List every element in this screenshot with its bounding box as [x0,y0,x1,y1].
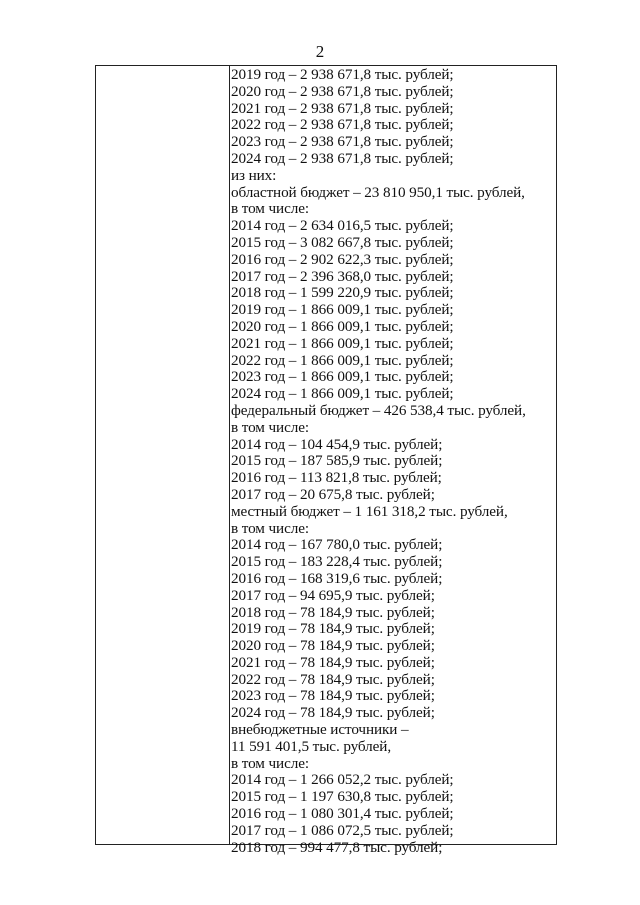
funding-text-line: 2015 год – 1 197 630,8 тыс. рублей; [231,788,454,806]
funding-text-line: федеральный бюджет – 426 538,4 тыс. рублей, [231,401,526,419]
funding-text-line: в том числе: [231,754,309,772]
funding-text-line: 2020 год – 2 938 671,8 тыс. рублей; [231,82,454,100]
funding-text-line: в том числе: [231,418,309,436]
funding-text-line: 11 591 401,5 тыс. рублей, [231,737,392,755]
funding-text-line: 2018 год – 994 477,8 тыс. рублей; [231,838,443,856]
funding-text-line: 2016 год – 113 821,8 тыс. рублей; [231,469,442,487]
funding-text-line: 2021 год – 78 184,9 тыс. рублей; [231,653,435,671]
funding-text-line: 2020 год – 78 184,9 тыс. рублей; [231,637,435,655]
table-left-cell [96,66,230,844]
funding-text-line: 2015 год – 183 228,4 тыс. рублей; [231,553,443,571]
funding-text-line: 2022 год – 2 938 671,8 тыс. рублей; [231,116,454,134]
funding-text-line: 2019 год – 1 866 009,1 тыс. рублей; [231,301,454,319]
funding-text-line: 2024 год – 78 184,9 тыс. рублей; [231,704,435,722]
funding-text-line: 2014 год – 104 454,9 тыс. рублей; [231,435,443,453]
funding-text-line: 2023 год – 2 938 671,8 тыс. рублей; [231,133,454,151]
funding-text-line: 2015 год – 187 585,9 тыс. рублей; [231,452,443,470]
funding-text-line: 2014 год – 167 780,0 тыс. рублей; [231,536,443,554]
funding-text-line: 2015 год – 3 082 667,8 тыс. рублей; [231,233,454,251]
funding-text-line: 2017 год – 1 086 072,5 тыс. рублей; [231,821,454,839]
funding-text-line: 2014 год – 1 266 052,2 тыс. рублей; [231,771,454,789]
funding-text-line: 2024 год – 2 938 671,8 тыс. рублей; [231,149,454,167]
funding-text-line: 2017 год – 2 396 368,0 тыс. рублей; [231,267,454,285]
funding-text-line: в том числе: [231,519,309,537]
funding-text-line: внебюджетные источники – [231,721,409,739]
funding-text-line: 2022 год – 78 184,9 тыс. рублей; [231,670,435,688]
funding-text-line: 2016 год – 2 902 622,3 тыс. рублей; [231,250,454,268]
funding-text-line: 2014 год – 2 634 016,5 тыс. рублей; [231,217,454,235]
funding-text-line: 2019 год – 78 184,9 тыс. рублей; [231,620,435,638]
funding-text-line: 2018 год – 1 599 220,9 тыс. рублей; [231,284,454,302]
funding-text-line: 2022 год – 1 866 009,1 тыс. рублей; [231,351,454,369]
funding-text-line: 2017 год – 94 695,9 тыс. рублей; [231,586,435,604]
funding-text-line: из них: [231,166,277,184]
funding-text-line: 2024 год – 1 866 009,1 тыс. рублей; [231,385,454,403]
funding-text-line: 2018 год – 78 184,9 тыс. рублей; [231,603,435,621]
funding-text-line: 2023 год – 78 184,9 тыс. рублей; [231,687,435,705]
funding-text-line: 2019 год – 2 938 671,8 тыс. рублей; [231,66,454,83]
funding-text-line: местный бюджет – 1 161 318,2 тыс. рублей, [231,502,508,520]
funding-text-line: 2020 год – 1 866 009,1 тыс. рублей; [231,317,454,335]
funding-text-line: 2023 год – 1 866 009,1 тыс. рублей; [231,368,454,386]
funding-text-line: 2016 год – 168 319,6 тыс. рублей; [231,569,443,587]
funding-text-line: 2017 год – 20 675,8 тыс. рублей; [231,485,435,503]
funding-table [95,65,557,856]
funding-text-line: областной бюджет – 23 810 950,1 тыс. рублей, [231,183,525,201]
funding-text-line: 2016 год – 1 080 301,4 тыс. рублей; [231,805,454,823]
funding-text-line: в том числе: [231,200,309,218]
funding-text-line: 2021 год – 1 866 009,1 тыс. рублей; [231,334,454,352]
table-right-cell [230,66,556,856]
funding-text-line: 2021 год – 2 938 671,8 тыс. рублей; [231,99,454,117]
page-number: 2 [315,42,325,61]
